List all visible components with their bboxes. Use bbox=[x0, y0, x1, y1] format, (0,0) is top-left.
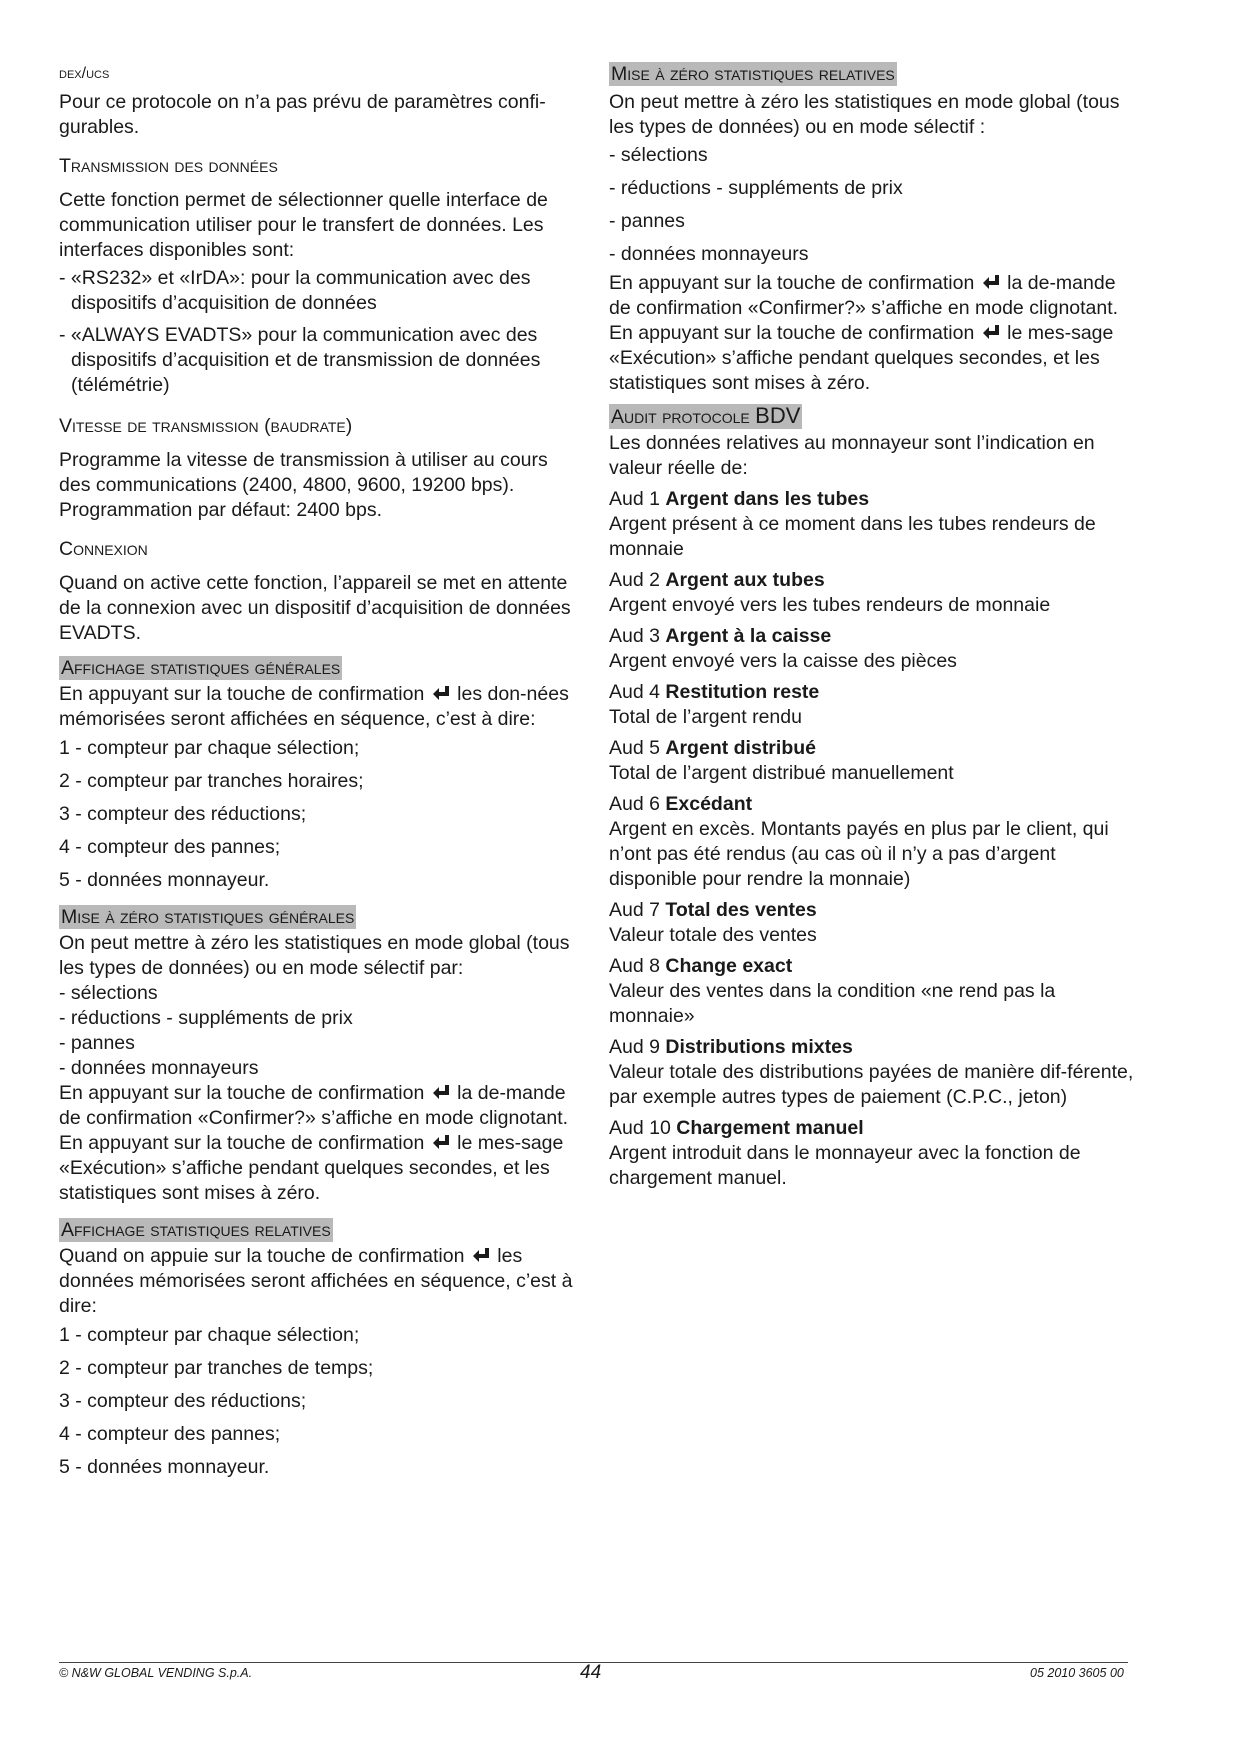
aud-title bbox=[609, 1035, 1134, 1060]
left-column bbox=[59, 62, 581, 1480]
aud-code: Aud 6 bbox=[609, 793, 660, 815]
aud-description: Argent envoyé vers les tubes rendeurs de monnaie bbox=[609, 594, 1051, 616]
aud-code: Aud 9 bbox=[609, 1036, 660, 1058]
aud-code: Aud 5 bbox=[609, 737, 660, 759]
section-title-connexion: Connexion bbox=[59, 538, 148, 560]
transmission-text: Cette fonction permet de sélectionner quelle interface de communication utiliser pour le transfert de données. Les interfaces disponibles sont: bbox=[59, 189, 548, 261]
aud-name: Argent dans les tubes bbox=[665, 488, 870, 510]
aud-code: Aud 8 bbox=[609, 955, 660, 977]
aud-title bbox=[609, 898, 1134, 923]
list-item: - pannes bbox=[609, 210, 685, 232]
aud-name: Restitution reste bbox=[665, 681, 820, 703]
aud-name: Change exact bbox=[665, 955, 793, 977]
enter-key-icon bbox=[982, 324, 1000, 340]
list-item: 1 - compteur par chaque sélection; bbox=[59, 737, 360, 759]
connexion-text: Quand on active cette fonction, l’appareil se met en attente de la connexion avec un dispositif d’acquisition de données EVADTS. bbox=[59, 572, 571, 644]
dex-text: Pour ce protocole on n’a pas prévu de paramètres confi-gurables. bbox=[59, 91, 546, 138]
aud-item bbox=[609, 954, 1134, 1029]
mise-a-zero-relatives-text: On peut mettre à zéro les statistiques en mode global (tous les types de données) ou en mode sélectif : bbox=[609, 91, 1120, 138]
enter-key-icon bbox=[472, 1247, 490, 1263]
aud-item bbox=[609, 1035, 1134, 1110]
enter-key-icon bbox=[432, 1134, 450, 1150]
aud-item bbox=[609, 487, 1134, 562]
list-item: - sélections bbox=[59, 982, 158, 1004]
list-item: - données monnayeurs bbox=[609, 243, 809, 265]
list-item: 3 - compteur des réductions; bbox=[59, 1390, 307, 1412]
confirm-paragraph: En appuyant sur la touche de confirmation la de-mande de confirmation «Confirmer?» s’affiche en mode clignotant. bbox=[609, 272, 1119, 319]
aud-description: Total de l’argent rendu bbox=[609, 706, 802, 728]
aud-name: Excédant bbox=[665, 793, 753, 815]
aud-code: Aud 3 bbox=[609, 625, 660, 647]
aud-title bbox=[609, 568, 1134, 593]
aud-name: Argent à la caisse bbox=[665, 625, 832, 647]
enter-key-icon bbox=[432, 1084, 450, 1100]
execution-paragraph: En appuyant sur la touche de confirmation le mes-sage «Exécution» s’affiche pendant quelques secondes, et les statistiques sont mises à zéro. bbox=[59, 1132, 564, 1204]
list-item: 1 - compteur par chaque sélection; bbox=[59, 1324, 360, 1346]
section-title-dex-ucs: dex/ucs bbox=[59, 65, 110, 82]
list-item: - données monnayeurs bbox=[59, 1057, 259, 1079]
list-item: 2 - compteur par tranches horaires; bbox=[59, 770, 364, 792]
aud-description: Total de l’argent distribué manuellement bbox=[609, 762, 954, 784]
audit-bdv-label: BDV bbox=[755, 403, 801, 428]
aud-code: Aud 2 bbox=[609, 569, 660, 591]
section-title-mise-a-zero-generales: Mise à zéro statistiques générales bbox=[61, 906, 355, 928]
list-item: 2 - compteur par tranches de temps; bbox=[59, 1357, 374, 1379]
aud-item bbox=[609, 680, 1134, 730]
aud-description: Valeur des ventes dans la condition «ne rend pas la monnaie» bbox=[609, 980, 1056, 1027]
list-item: 5 - données monnayeur. bbox=[59, 869, 270, 891]
list-item: - pannes bbox=[59, 1032, 135, 1054]
affichage-relatives-text: Quand on appuie sur la touche de confirmation les données mémorisées seront affichées en séquence, c’est à dire: bbox=[59, 1245, 573, 1317]
transmission-item: - «ALWAYS EVADTS» pour la communication avec des dispositifs d’acquisition et de transmission de données (télémétrie) bbox=[59, 324, 541, 396]
aud-description: Argent en excès. Montants payés en plus par le client, qui n’ont pas été rendus (au cas où il n’y a pas d’argent disponible pour rendre la monnaie) bbox=[609, 818, 1109, 890]
mise-a-zero-generales-text: On peut mettre à zéro les statistiques en mode global (tous les types de données) ou en mode sélectif par: bbox=[59, 932, 570, 979]
right-column bbox=[609, 62, 1134, 1197]
aud-title bbox=[609, 624, 1134, 649]
list-item: - réductions - suppléments de prix bbox=[609, 177, 903, 199]
aud-item bbox=[609, 568, 1134, 618]
aud-item bbox=[609, 898, 1134, 948]
footer-doc-code: 05 2010 3605 00 bbox=[1030, 1666, 1124, 1680]
aud-title bbox=[609, 487, 1134, 512]
page-number: 44 bbox=[580, 1662, 602, 1683]
list-item: 3 - compteur des réductions; bbox=[59, 803, 307, 825]
transmission-item: - «RS232» et «IrDA»: pour la communication avec des dispositifs d’acquisition de données bbox=[59, 267, 531, 314]
aud-description: Argent introduit dans le monnayeur avec la fonction de chargement manuel. bbox=[609, 1142, 1081, 1189]
section-title-affichage-relatives: Affichage statistiques relatives bbox=[61, 1219, 331, 1241]
aud-description: Valeur totale des ventes bbox=[609, 924, 817, 946]
section-title-affichage-generales: Affichage statistiques générales bbox=[61, 657, 341, 679]
aud-title bbox=[609, 736, 1134, 761]
aud-item bbox=[609, 792, 1134, 892]
aud-name: Argent distribué bbox=[665, 737, 816, 759]
footer-copyright: © N&W GLOBAL VENDING S.p.A. bbox=[59, 1666, 253, 1680]
aud-description: Valeur totale des distributions payées de manière dif-férente, par exemple autres types de paiement (C.P.C., jeton) bbox=[609, 1061, 1134, 1108]
aud-title bbox=[609, 954, 1134, 979]
aud-list bbox=[609, 487, 1134, 1191]
aud-code: Aud 10 bbox=[609, 1117, 671, 1139]
confirm-paragraph: En appuyant sur la touche de confirmation la de-mande de confirmation «Confirmer?» s’affiche en mode clignotant. bbox=[59, 1082, 569, 1129]
aud-code: Aud 7 bbox=[609, 899, 660, 921]
aud-code: Aud 1 bbox=[609, 488, 660, 510]
aud-item bbox=[609, 736, 1134, 786]
aud-title bbox=[609, 1116, 1134, 1141]
execution-paragraph: En appuyant sur la touche de confirmation le mes-sage «Exécution» s’affiche pendant quelques secondes, et les statistiques sont mises à zéro. bbox=[609, 322, 1114, 394]
affichage-generales-text: En appuyant sur la touche de confirmation les don-nées mémorisées seront affichées en séquence, c’est à dire: bbox=[59, 683, 569, 730]
aud-item bbox=[609, 1116, 1134, 1191]
list-item: 4 - compteur des pannes; bbox=[59, 1423, 281, 1445]
aud-description: Argent présent à ce moment dans les tubes rendeurs de monnaie bbox=[609, 513, 1096, 560]
aud-name: Argent aux tubes bbox=[665, 569, 825, 591]
audit-intro-text: Les données relatives au monnayeur sont l’indication en valeur réelle de: bbox=[609, 432, 1095, 479]
enter-key-icon bbox=[982, 274, 1000, 290]
aud-title bbox=[609, 792, 1134, 817]
aud-description: Argent envoyé vers la caisse des pièces bbox=[609, 650, 957, 672]
aud-title bbox=[609, 680, 1134, 705]
list-item: - sélections bbox=[609, 144, 708, 166]
list-item: - réductions - suppléments de prix bbox=[59, 1007, 353, 1029]
list-item: 5 - données monnayeur. bbox=[59, 1456, 270, 1478]
aud-name: Distributions mixtes bbox=[665, 1036, 853, 1058]
baudrate-text: Programme la vitesse de transmission à utiliser au cours des communications (2400, 4800, 9600, 19200 bps). Programmation par défaut: 2400 bps. bbox=[59, 449, 548, 521]
aud-name: Total des ventes bbox=[665, 899, 817, 921]
aud-item bbox=[609, 624, 1134, 674]
section-title-mise-a-zero-relatives: Mise à zéro statistiques relatives bbox=[611, 63, 895, 85]
enter-key-icon bbox=[432, 685, 450, 701]
section-title-audit-bdv: Audit protocole BDV bbox=[611, 403, 801, 428]
aud-code: Aud 4 bbox=[609, 681, 660, 703]
section-title-baudrate: Vitesse de transmission (baudrate) bbox=[59, 415, 353, 437]
section-title-transmission: Transmission des données bbox=[59, 155, 278, 177]
list-item: 4 - compteur des pannes; bbox=[59, 836, 281, 858]
aud-name: Chargement manuel bbox=[676, 1117, 864, 1139]
